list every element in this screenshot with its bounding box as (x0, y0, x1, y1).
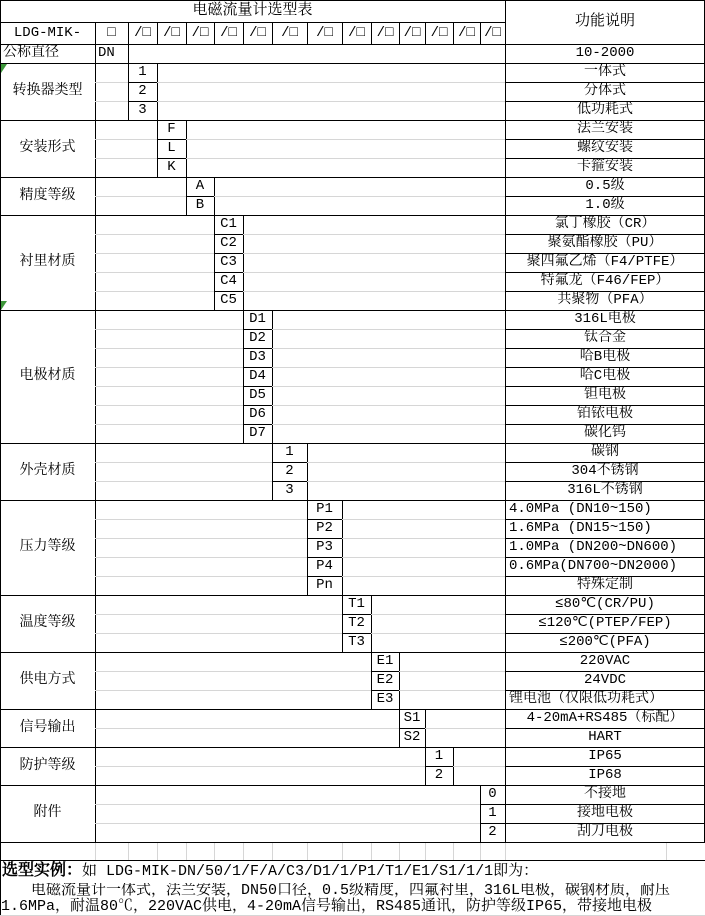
faint-gridline (399, 690, 505, 691)
option-desc-electrode-material-4: 钽电极 (584, 387, 626, 403)
option-desc-power-supply-0: 220VAC (579, 653, 631, 669)
faint-gridline (95, 843, 96, 860)
faint-gridline (95, 291, 214, 292)
faint-gridline (425, 843, 426, 860)
option-desc-pressure-rating-4: 特殊定制 (577, 577, 633, 593)
option-code-accessories-2: 2 (488, 824, 497, 840)
faint-gridline (272, 386, 505, 387)
option-code-accessories-1: 1 (488, 805, 497, 821)
grid-line (243, 215, 244, 310)
option-desc-accessories-1: 接地电极 (577, 805, 633, 821)
option-code-protection-rating-2: 2 (434, 767, 444, 783)
option-code-converter-type-2: 2 (138, 83, 147, 99)
option-code-signal-output-S1: S1 (403, 710, 421, 726)
option-code-installation-type-L: L (167, 140, 176, 156)
faint-gridline (399, 671, 505, 672)
faint-gridline (95, 633, 342, 634)
model-prefix: LDG-MIK- (13, 25, 82, 41)
section-label-accessories: 附件 (33, 805, 62, 821)
faint-gridline (342, 557, 505, 558)
faint-gridline (95, 576, 307, 577)
faint-gridline (95, 253, 214, 254)
option-desc-housing-material-1: 304不锈钢 (571, 463, 639, 479)
faint-gridline (307, 481, 505, 482)
option-code-temperature-rating-T2: T2 (348, 615, 365, 631)
faint-gridline (214, 843, 215, 860)
option-code-liner-material-C5: C5 (220, 292, 237, 308)
grid-line (342, 500, 343, 595)
option-code-power-supply-E2: E2 (376, 672, 394, 688)
faint-gridline (95, 158, 157, 159)
option-desc-liner-material-2: 聚四氟乙烯（F4/PTFE） (526, 254, 684, 270)
faint-gridline (480, 843, 481, 860)
code-box-first: □ (107, 25, 116, 41)
option-code-pressure-rating-P4: P4 (316, 558, 333, 574)
faint-gridline (243, 253, 505, 254)
page-title: 电磁流量计选型表 (192, 2, 313, 19)
option-code-power-supply-E1: E1 (376, 653, 394, 669)
option-code-nominal-diameter-DN: DN (98, 45, 115, 61)
option-code-electrode-material-D1: D1 (249, 311, 266, 327)
option-code-housing-material-2: 2 (285, 463, 294, 479)
option-code-electrode-material-D3: D3 (249, 349, 266, 365)
faint-gridline (95, 690, 371, 691)
faint-gridline (371, 843, 372, 860)
option-desc-pressure-rating-1: 1.6MPa (DN15~150) (509, 520, 652, 536)
faint-gridline (342, 519, 505, 520)
section-label-converter-type: 转换器类型 (12, 83, 83, 99)
option-desc-temperature-rating-0: ≤80℃(CR/PU) (555, 596, 655, 612)
faint-gridline (307, 462, 505, 463)
grid-line (95, 22, 96, 842)
grid-line (371, 595, 372, 652)
faint-gridline (95, 462, 272, 463)
option-code-electrode-material-D5: D5 (249, 387, 266, 403)
code-box-10: /□ (403, 25, 421, 41)
grid-line (307, 443, 308, 500)
option-desc-housing-material-2: 316L不锈钢 (567, 482, 643, 498)
grid-line (0, 842, 705, 843)
selection-example-line (2, 861, 704, 882)
faint-gridline (342, 538, 505, 539)
faint-gridline (186, 139, 505, 140)
grid-line (157, 63, 158, 120)
faint-gridline (243, 272, 505, 273)
option-code-installation-type-K: K (167, 159, 176, 175)
code-box-2: /□ (163, 25, 180, 41)
option-code-converter-type-1: 1 (138, 64, 147, 80)
option-code-protection-rating-1: 1 (434, 748, 444, 764)
faint-gridline (307, 843, 308, 860)
faint-gridline (425, 728, 505, 729)
faint-gridline (95, 557, 307, 558)
option-code-liner-material-C2: C2 (220, 235, 237, 251)
option-desc-signal-output-0: 4-20mA+RS485（标配） (526, 710, 684, 726)
faint-gridline (95, 272, 214, 273)
faint-gridline (342, 576, 505, 577)
faint-gridline (95, 101, 128, 102)
option-desc-accuracy-class-1: 1.0级 (585, 197, 625, 213)
faint-gridline (243, 843, 244, 860)
option-desc-accessories-2: 刮刀电极 (577, 824, 633, 840)
option-desc-temperature-rating-2: ≤200℃(PFA) (559, 634, 651, 650)
faint-gridline (371, 614, 505, 615)
faint-gridline (186, 843, 187, 860)
faint-gridline (95, 614, 342, 615)
option-desc-electrode-material-5: 铂铱电极 (577, 406, 633, 422)
faint-gridline (666, 843, 667, 860)
option-code-electrode-material-D4: D4 (249, 368, 266, 384)
faint-gridline (95, 538, 307, 539)
faint-gridline (214, 196, 505, 197)
selection-example-code: 如 LDG-MIK-DN/50/1/F/A/C3/D1/1/P1/T1/E1/S1/1/1即为： (82, 863, 539, 880)
option-desc-installation-type-0: 法兰安装 (577, 121, 633, 137)
option-desc-liner-material-3: 特氟龙（F46/FEP） (540, 273, 670, 289)
code-box-1: /□ (134, 25, 151, 41)
faint-gridline (95, 82, 128, 83)
option-desc-pressure-rating-3: 0.6MPa(DN700~DN2000) (509, 558, 678, 574)
option-code-housing-material-3: 3 (285, 482, 294, 498)
option-desc-liner-material-0: 氯丁橡胶（CR） (554, 216, 656, 232)
selection-example-label: 选型实例： (2, 862, 83, 880)
grid-line (0, 0, 705, 1)
faint-gridline (95, 348, 243, 349)
faint-gridline (371, 633, 505, 634)
faint-gridline (128, 843, 129, 860)
option-code-power-supply-E3: E3 (376, 691, 394, 707)
option-desc-electrode-material-2: 哈B电极 (579, 349, 631, 365)
faint-gridline (95, 367, 243, 368)
faint-gridline (95, 386, 243, 387)
option-desc-electrode-material-3: 哈C电极 (579, 368, 631, 384)
faint-gridline (453, 843, 454, 860)
option-desc-liner-material-4: 共聚物（PFA） (557, 292, 653, 308)
option-desc-protection-rating-0: IP65 (588, 748, 622, 764)
option-code-housing-material-1: 1 (285, 444, 294, 460)
option-code-pressure-rating-P1: P1 (316, 501, 333, 517)
option-desc-power-supply-1: 24VDC (583, 672, 626, 688)
faint-gridline (272, 843, 273, 860)
option-code-accuracy-class-B: B (195, 197, 205, 213)
option-code-electrode-material-D6: D6 (249, 406, 266, 422)
faint-gridline (95, 329, 243, 330)
option-code-electrode-material-D2: D2 (249, 330, 266, 346)
option-desc-pressure-rating-0: 4.0MPa (DN10~150) (509, 501, 652, 517)
section-label-power-supply: 供电方式 (19, 672, 76, 688)
option-desc-converter-type-1: 分体式 (584, 83, 626, 99)
option-desc-accessories-0: 不接地 (584, 786, 626, 802)
faint-gridline (399, 843, 400, 860)
faint-gridline (95, 405, 243, 406)
option-code-installation-type-F: F (167, 121, 176, 137)
faint-gridline (157, 82, 505, 83)
code-box-11: /□ (430, 25, 448, 41)
faint-gridline (95, 196, 186, 197)
faint-gridline (453, 766, 505, 767)
option-code-accessories-0: 0 (488, 786, 497, 802)
option-desc-protection-rating-1: IP68 (588, 767, 622, 783)
option-desc-accuracy-class-0: 0.5级 (585, 178, 625, 194)
faint-gridline (243, 291, 505, 292)
faint-gridline (95, 481, 272, 482)
option-code-electrode-material-D7: D7 (249, 425, 266, 441)
code-box-9: /□ (376, 25, 394, 41)
function-column-header: 功能说明 (574, 13, 635, 30)
section-label-signal-output: 信号输出 (19, 720, 76, 736)
faint-gridline (95, 671, 371, 672)
faint-gridline (95, 804, 480, 805)
code-box-13: /□ (484, 25, 501, 41)
option-desc-converter-type-0: 一体式 (584, 64, 626, 80)
option-code-temperature-rating-T3: T3 (348, 634, 365, 650)
option-desc-electrode-material-6: 碳化钨 (584, 425, 626, 441)
code-box-3: /□ (191, 25, 209, 41)
option-code-converter-type-3: 3 (138, 102, 147, 118)
code-box-7: /□ (316, 25, 333, 41)
section-label-electrode-material: 电极材质 (19, 368, 76, 384)
faint-gridline (95, 823, 480, 824)
section-label-temperature-rating: 温度等级 (19, 615, 76, 631)
option-code-pressure-rating-Pn: Pn (316, 577, 333, 593)
option-code-pressure-rating-P2: P2 (316, 520, 333, 536)
option-code-temperature-rating-T1: T1 (348, 596, 365, 612)
code-box-12: /□ (458, 25, 475, 41)
option-desc-temperature-rating-1: ≤120℃(PTEP/FEP) (538, 615, 672, 631)
faint-gridline (95, 139, 157, 140)
option-desc-converter-type-2: 低功耗式 (577, 102, 633, 118)
faint-gridline (95, 766, 425, 767)
option-desc-electrode-material-0: 316L电极 (574, 311, 636, 327)
selection-example-description: 电磁流量计一体式，法兰安装，DN50口径，0.5级精度，四氟衬里，316L电极，碳钢材质，耐压1.6MPa，耐温80℃，220VAC供电，4-20mA信号输出，RS485通讯，防护等级IP65，带接地电极 (1, 883, 671, 915)
option-code-pressure-rating-P3: P3 (316, 539, 333, 555)
faint-gridline (157, 843, 158, 860)
section-label-accuracy-class: 精度等级 (19, 188, 76, 204)
faint-gridline (243, 234, 505, 235)
faint-gridline (95, 519, 307, 520)
code-box-4: /□ (220, 25, 237, 41)
option-desc-electrode-material-1: 钛合金 (584, 330, 626, 346)
section-label-pressure-rating: 压力等级 (19, 539, 76, 555)
option-desc-nominal-diameter-0: 10-2000 (575, 45, 635, 61)
faint-gridline (272, 329, 505, 330)
grid-line (0, 860, 705, 861)
section-label-nominal-diameter: 公称直径 (3, 45, 59, 61)
section-label-housing-material: 外壳材质 (19, 463, 76, 479)
option-desc-installation-type-2: 卡箍安装 (577, 159, 633, 175)
faint-gridline (342, 843, 343, 860)
faint-gridline (186, 158, 505, 159)
option-code-liner-material-C1: C1 (220, 216, 237, 232)
faint-gridline (272, 405, 505, 406)
option-code-liner-material-C3: C3 (220, 254, 237, 270)
code-box-8: /□ (348, 25, 365, 41)
section-label-protection-rating: 防护等级 (19, 758, 76, 774)
option-desc-housing-material-0: 碳钢 (591, 444, 619, 460)
code-box-5: /□ (249, 25, 266, 41)
faint-gridline (272, 367, 505, 368)
section-label-liner-material: 衬里材质 (19, 254, 76, 270)
faint-gridline (505, 843, 506, 860)
faint-gridline (272, 424, 505, 425)
option-code-signal-output-S2: S2 (403, 729, 421, 745)
faint-gridline (95, 424, 243, 425)
option-desc-signal-output-1: HART (588, 729, 622, 745)
grid-line (186, 120, 187, 177)
faint-gridline (272, 348, 505, 349)
option-desc-pressure-rating-2: 1.0MPa (DN200~DN600) (509, 539, 678, 555)
option-code-accuracy-class-A: A (195, 178, 205, 194)
option-desc-liner-material-1: 聚氨酯橡胶（PU） (547, 235, 663, 251)
option-code-liner-material-C4: C4 (220, 273, 237, 289)
section-label-installation-type: 安装形式 (19, 140, 76, 156)
faint-gridline (95, 728, 399, 729)
option-desc-installation-type-1: 螺纹安装 (577, 140, 633, 156)
code-box-6: /□ (281, 25, 298, 41)
faint-gridline (157, 101, 505, 102)
faint-gridline (95, 234, 214, 235)
grid-line (399, 652, 400, 709)
option-desc-power-supply-2: 锂电池（仅限低功耗式） (509, 691, 663, 707)
